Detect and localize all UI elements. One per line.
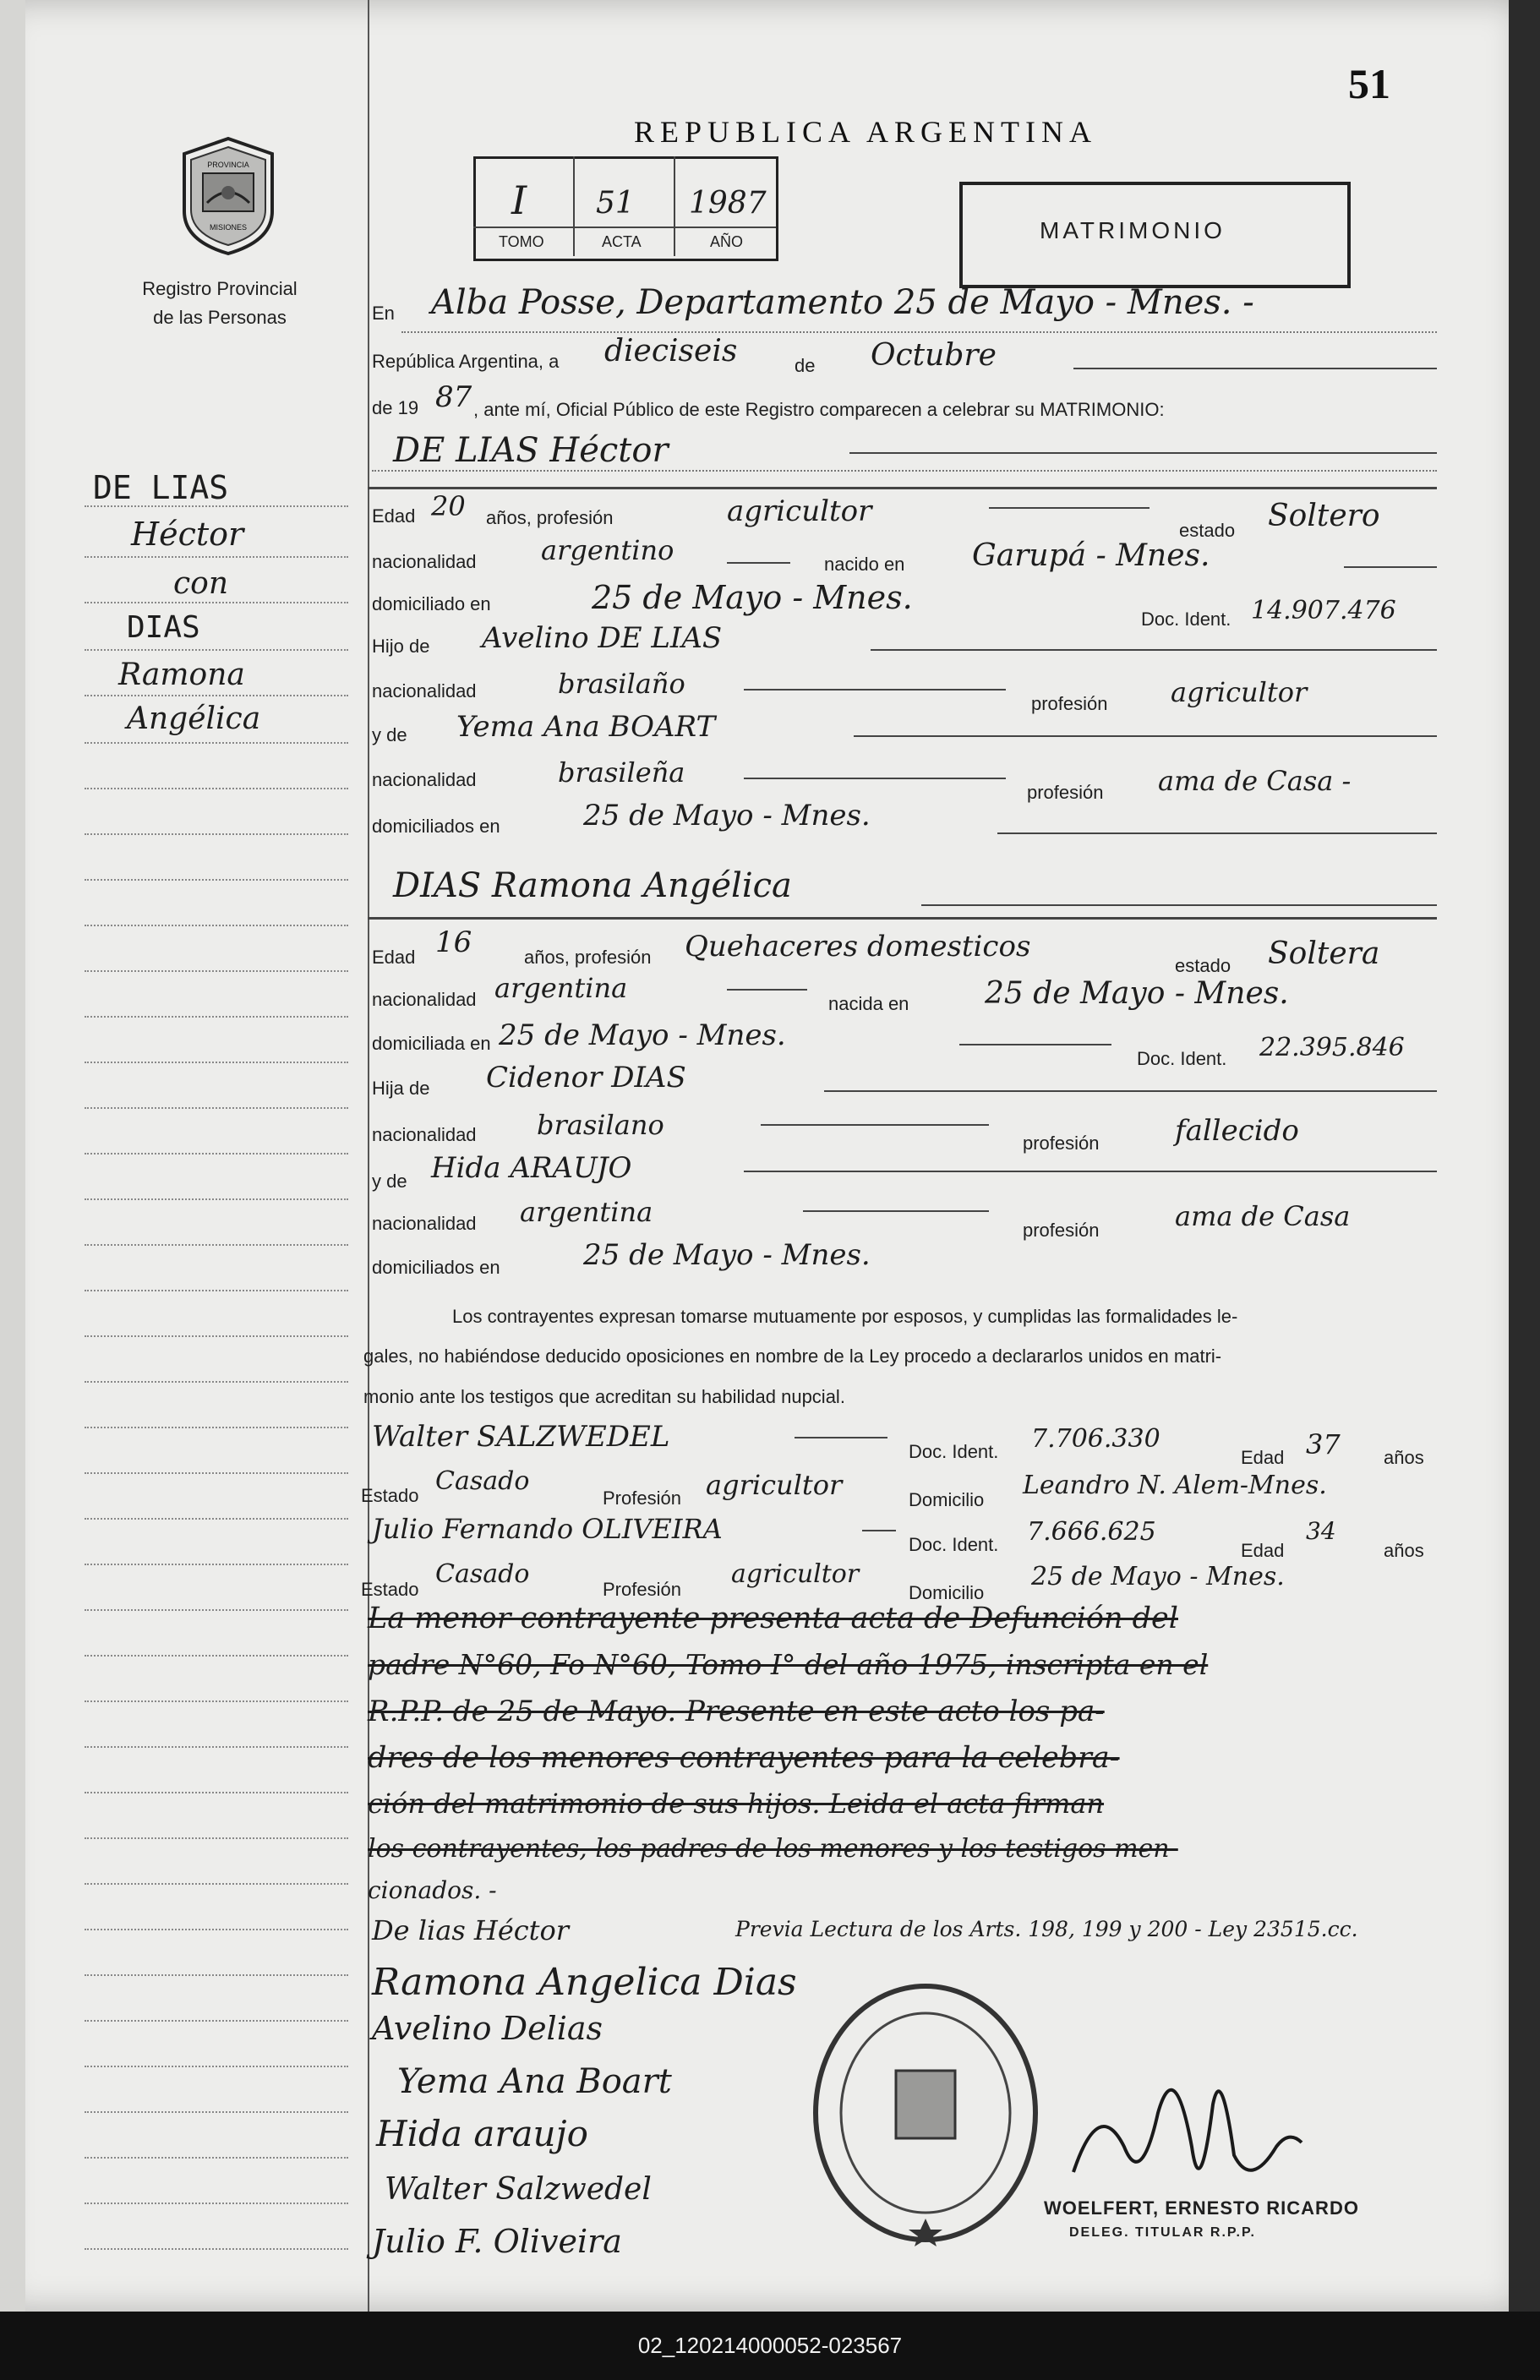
- bride-mother: Hida ARAUJO: [431, 1151, 632, 1185]
- bride-name-rule: [921, 904, 1437, 906]
- groom-name: DE LIAS Héctor: [393, 431, 669, 470]
- signature-witness2: Julio F. Oliveira: [372, 2223, 622, 2260]
- groom-parents-dom-label: domiciliados en: [372, 816, 500, 837]
- groom-father-nac-rule: [744, 689, 1006, 691]
- bride-nac-rule: [727, 989, 807, 991]
- bride-mother-nac-label: nacionalidad: [372, 1213, 477, 1234]
- witness2-edad-label: Edad: [1241, 1540, 1285, 1561]
- margin-divider: [368, 0, 369, 2312]
- scan-id: 02_120214000052-023567: [0, 2312, 1540, 2380]
- groom-name-rule: [849, 452, 1437, 454]
- witness2-profesion: agricultor: [731, 1559, 860, 1589]
- republica-label: República Argentina, a: [372, 351, 560, 372]
- margin-line: [85, 925, 348, 926]
- groom-dom-label: domiciliado en: [372, 593, 491, 614]
- margin-line: [85, 2020, 348, 2022]
- witness1-domicilio: Leandro N. Alem-Mnes.: [1023, 1471, 1327, 1500]
- groom-anos-label: años, profesión: [486, 507, 614, 528]
- witness1-edad-label: Edad: [1241, 1447, 1285, 1468]
- bride-mother-nac-rule: [803, 1210, 989, 1212]
- logo-text-bottom: MISIONES: [209, 223, 248, 232]
- bride-mother-prof: ama de Casa: [1175, 1200, 1351, 1232]
- bride-doc: 22.395.846: [1259, 1033, 1405, 1062]
- official-stamp: [807, 1978, 1044, 2248]
- note-line-7: cionados. -: [368, 1876, 497, 1904]
- bride-father-prof: fallecido: [1175, 1114, 1299, 1148]
- margin-line: [85, 2203, 348, 2204]
- binding-strip: [0, 0, 25, 2312]
- margin-line: [85, 1883, 348, 1885]
- day: dieciseis: [604, 334, 738, 368]
- groom-doc-label: Doc. Ident.: [1141, 609, 1231, 630]
- groom-nacionalidad: argentino: [541, 534, 674, 566]
- groom-mother-label: y de: [372, 724, 407, 745]
- groom-father-nac: brasilaño: [558, 668, 685, 700]
- witness1-edad: 37: [1306, 1428, 1341, 1460]
- bride-nacionalidad: argentina: [494, 972, 628, 1004]
- margin-line: [85, 879, 348, 881]
- witness1-anos-label: años: [1384, 1447, 1424, 1468]
- witness2-domicilio: 25 de Mayo - Mnes.: [1031, 1562, 1285, 1591]
- tomo-label: TOMO: [499, 233, 544, 250]
- signature-bride: Ramona Angelica Dias: [372, 1961, 797, 2004]
- margin-line: [85, 1564, 348, 1565]
- margin-line: [85, 1153, 348, 1155]
- bride-doc-label: Doc. Ident.: [1137, 1048, 1227, 1069]
- groom-nac-rule: [727, 562, 790, 564]
- bride-father-label: Hija de: [372, 1078, 430, 1099]
- margin-line: [85, 788, 348, 789]
- groom-father-nac-label: nacionalidad: [372, 680, 477, 701]
- margin-line: [85, 505, 348, 507]
- witness2-estado-label: Estado: [361, 1579, 419, 1600]
- record-type: MATRIMONIO: [1040, 217, 1226, 243]
- groom-mother-nac-rule: [744, 778, 1006, 779]
- declaration-line-2: gales, no habiéndose deducido oposiciones en nombre de la Ley procedo a declararlos unidos en matri-: [363, 1346, 1222, 1367]
- margin-line: [85, 742, 348, 744]
- margin-line: [85, 1381, 348, 1383]
- margin-line: [85, 1929, 348, 1930]
- witness2-doc-label: Doc. Ident.: [909, 1534, 999, 1555]
- acta-label: ACTA: [602, 233, 642, 250]
- bride-parents-dom: 25 de Mayo - Mnes.: [583, 1238, 871, 1272]
- book-box-divider: [473, 227, 776, 228]
- groom-edad-label: Edad: [372, 505, 416, 527]
- margin-groom-surname: DE LIAS: [93, 469, 229, 506]
- witness2-name: Julio Fernando OLIVEIRA: [372, 1513, 723, 1545]
- bride-father-nac: brasilano: [537, 1109, 664, 1141]
- margin-line: [85, 1609, 348, 1611]
- witness1-domicilio-label: Domicilio: [909, 1489, 985, 1510]
- groom-nacido-rule: [1344, 566, 1437, 568]
- logo-text-top: PROVINCIA: [207, 161, 249, 169]
- note-line-2: padre N°60, Fo N°60, Tomo I° del año 1975, inscripta en el: [368, 1648, 1209, 1681]
- bride-edad-label: Edad: [372, 947, 416, 968]
- official-title: DELEG. TITULAR R.P.P.: [1069, 2225, 1256, 2240]
- groom-father-prof: agricultor: [1171, 676, 1308, 708]
- groom-father: Avelino DE LIAS: [482, 621, 723, 655]
- margin-line: [85, 1837, 348, 1839]
- witness1-doc-label: Doc. Ident.: [909, 1441, 999, 1462]
- signature-bride-mother: Hida araujo: [376, 2113, 588, 2154]
- margin-line: [85, 602, 348, 603]
- margin-line: [85, 2157, 348, 2159]
- book-edge: [1509, 0, 1540, 2312]
- margin-line: [85, 1655, 348, 1657]
- witness2-rule: [862, 1530, 896, 1531]
- groom-prof-rule: [989, 507, 1150, 509]
- margin-line: [85, 2111, 348, 2113]
- groom-mother-nac: brasileña: [558, 756, 685, 789]
- acta-value: 51: [596, 186, 635, 221]
- note-line-1: La menor contrayente presenta acta de Defunción del: [368, 1602, 1178, 1635]
- margin-line: [85, 1335, 348, 1337]
- witness1-doc: 7.706.330: [1031, 1424, 1160, 1454]
- witness2-profesion-label: Profesión: [603, 1579, 681, 1600]
- year-prefix: de 19: [372, 397, 419, 418]
- groom-mother-prof: ama de Casa -: [1158, 765, 1352, 797]
- witness1-profesion: agricultor: [706, 1469, 843, 1501]
- bride-edad: 16: [435, 925, 472, 959]
- margin-line: [85, 2248, 348, 2250]
- groom-estado: Soltero: [1268, 499, 1380, 533]
- book-box-col1: [573, 156, 575, 256]
- groom-section-rule: [368, 487, 1437, 489]
- ano-value: 1987: [689, 186, 767, 221]
- year-suffix: 87: [435, 380, 472, 414]
- bride-mother-rule: [744, 1171, 1437, 1172]
- groom-mother-rule: [854, 735, 1437, 737]
- bride-father-rule: [824, 1090, 1437, 1092]
- margin-line: [85, 695, 348, 696]
- bride-father-prof-label: profesión: [1023, 1133, 1100, 1154]
- bride-father-nac-rule: [761, 1124, 989, 1126]
- place: Alba Posse, Departamento 25 de Mayo - Mnes. -: [431, 283, 1254, 322]
- note-line-3: R.P.P. de 25 de Mayo. Presente en este acto los pa-: [368, 1695, 1105, 1728]
- book-box-col2: [674, 156, 675, 256]
- witness1-estado-label: Estado: [361, 1485, 419, 1506]
- groom-doc: 14.907.476: [1251, 596, 1396, 625]
- witness1-profesion-label: Profesión: [603, 1488, 681, 1509]
- groom-mother: Yema Ana BOART: [456, 710, 716, 744]
- margin-line: [85, 1107, 348, 1109]
- signature-witness1: Walter Salzwedel: [385, 2172, 652, 2207]
- margin-bride-name1: Ramona: [118, 658, 245, 692]
- groom-mother-prof-label: profesión: [1027, 782, 1104, 803]
- margin-line: [85, 1016, 348, 1018]
- province-logo: [177, 135, 279, 258]
- groom-edad: 20: [431, 490, 466, 522]
- bride-anos-label: años, profesión: [524, 947, 652, 968]
- groom-estado-label: estado: [1179, 520, 1236, 541]
- margin-con: con: [173, 566, 229, 601]
- witness2-anos-label: años: [1384, 1540, 1424, 1561]
- margin-line: [85, 2066, 348, 2067]
- margin-line: [85, 1700, 348, 1702]
- margin-line: [85, 1198, 348, 1200]
- bride-nacida: 25 de Mayo - Mnes.: [985, 976, 1289, 1011]
- margin-line: [85, 1244, 348, 1246]
- registry-name: Registro Provincial de las Personas: [142, 278, 298, 328]
- witness1-name: Walter SALZWEDEL: [372, 1420, 670, 1454]
- official-signature: [1065, 2045, 1310, 2214]
- witness2-domicilio-label: Domicilio: [909, 1582, 985, 1603]
- bride-nac-label: nacionalidad: [372, 989, 477, 1010]
- note-line-5: ción del matrimonio de sus hijos. Leida el acta firman: [368, 1788, 1105, 1820]
- bride-estado: Soltera: [1268, 936, 1380, 971]
- signature-groom-father: Avelino Delias: [372, 2010, 603, 2047]
- note-line-6: los contrayentes, los padres de los menores y los testigos men-: [368, 1834, 1178, 1864]
- bride-mother-label: y de: [372, 1171, 407, 1192]
- document-title: REPUBLICA ARGENTINA: [634, 115, 1098, 149]
- ano-label: AÑO: [710, 233, 744, 250]
- bride-profesion: Quehaceres domesticos: [685, 930, 1031, 963]
- groom-profesion: agricultor: [727, 494, 872, 528]
- witness1-estado: Casado: [435, 1466, 530, 1496]
- margin-line: [85, 833, 348, 835]
- witness2-edad: 34: [1306, 1517, 1336, 1545]
- page-number: 51: [1348, 60, 1390, 107]
- witness1-rule: [795, 1437, 887, 1438]
- intro-text: , ante mí, Oficial Público de este Registro comparecen a celebrar su MATRIMONIO:: [473, 399, 1165, 420]
- bride-father: Cidenor DIAS: [486, 1061, 686, 1094]
- bride-domicilio: 25 de Mayo - Mnes.: [499, 1018, 786, 1052]
- groom-parents-dom-rule: [997, 832, 1437, 834]
- bride-dom-label: domiciliada en: [372, 1033, 491, 1054]
- bride-name: DIAS Ramona Angélica: [393, 866, 792, 905]
- month-rule: [1073, 368, 1437, 369]
- reading-note: Previa Lectura de los Arts. 198, 199 y 200 - Ley 23515.cc.: [735, 1917, 1358, 1941]
- de-label: de: [795, 355, 816, 376]
- groom-parents-dom: 25 de Mayo - Mnes.: [583, 799, 871, 832]
- margin-bride-surname: DIAS: [127, 610, 200, 645]
- tomo-value: I: [511, 177, 527, 223]
- place-line: [401, 331, 1437, 333]
- bride-mother-prof-label: profesión: [1023, 1220, 1100, 1241]
- margin-line: [85, 970, 348, 972]
- bride-parents-dom-label: domiciliados en: [372, 1257, 500, 1278]
- groom-nacido-label: nacido en: [824, 554, 905, 575]
- groom-domicilio: 25 de Mayo - Mnes.: [592, 579, 913, 616]
- margin-line: [85, 1792, 348, 1793]
- margin-line: [85, 1427, 348, 1428]
- margin-line: [85, 1746, 348, 1748]
- margin-line: [85, 556, 348, 558]
- bride-section-rule: [368, 917, 1437, 920]
- declaration-line-1: Los contrayentes expresan tomarse mutuamente por esposos, y cumplidas las formalidades le-: [452, 1306, 1238, 1327]
- signature-groom: De lias Héctor: [372, 1914, 570, 1946]
- groom-father-prof-label: profesión: [1031, 693, 1108, 714]
- bride-mother-nac: argentina: [520, 1196, 653, 1228]
- groom-mother-nac-label: nacionalidad: [372, 769, 477, 790]
- bride-estado-label: estado: [1175, 955, 1231, 976]
- margin-groom-name: Héctor: [131, 516, 244, 553]
- margin-line: [85, 1518, 348, 1520]
- month: Octubre: [871, 338, 997, 373]
- bride-father-nac-label: nacionalidad: [372, 1124, 477, 1145]
- margin-line: [85, 649, 348, 651]
- margin-line: [85, 1974, 348, 1976]
- signature-groom-mother: Yema Ana Boart: [397, 2062, 672, 2101]
- groom-nacido: Garupá - Mnes.: [972, 538, 1210, 573]
- witness2-estado: Casado: [435, 1559, 530, 1589]
- declaration-line-3: monio ante los testigos que acreditan su habilidad nupcial.: [363, 1386, 845, 1407]
- groom-nac-label: nacionalidad: [372, 551, 477, 572]
- margin-bride-name2: Angélica: [127, 701, 261, 736]
- margin-line: [85, 1062, 348, 1063]
- groom-name-line: [372, 470, 1437, 472]
- margin-line: [85, 1290, 348, 1291]
- official-name: WOELFERT, ERNESTO RICARDO: [1044, 2197, 1359, 2219]
- witness2-doc: 7.666.625: [1027, 1517, 1156, 1547]
- note-line-4: dres de los menores contrayentes para la celebra-: [368, 1741, 1120, 1775]
- en-label: En: [372, 303, 395, 324]
- bride-nacida-label: nacida en: [828, 993, 909, 1014]
- margin-line: [85, 1472, 348, 1474]
- groom-father-label: Hijo de: [372, 636, 430, 657]
- groom-father-rule: [871, 649, 1437, 651]
- bride-dom-rule: [959, 1044, 1111, 1045]
